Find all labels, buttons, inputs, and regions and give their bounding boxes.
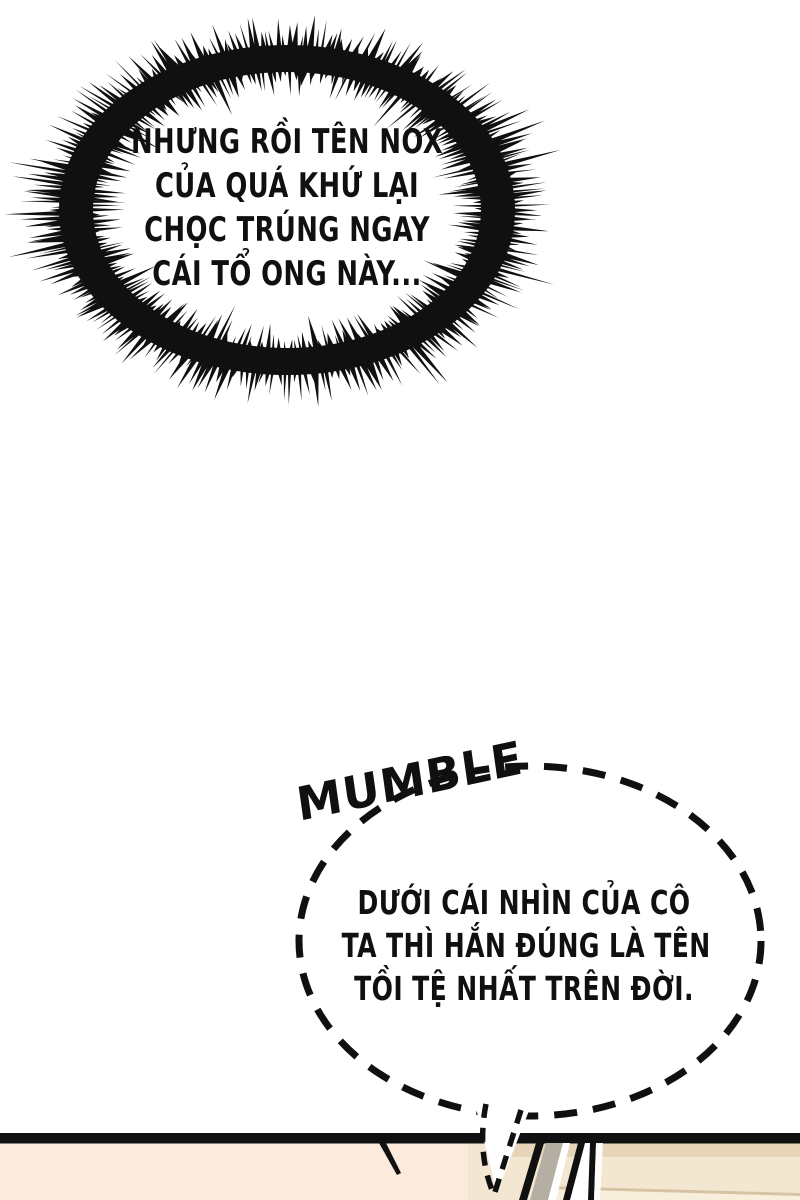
dialogue-line: TA THÌ HẮN ĐÚNG LÀ TÊN bbox=[341, 926, 711, 965]
dialogue-line: TỒI TỆ NHẤT TRÊN ĐỜI. bbox=[354, 969, 694, 1008]
burst-bubble-text bbox=[127, 120, 446, 296]
bottom-panel bbox=[0, 1133, 800, 1200]
dialogue-line: CÁI TỔ ONG NÀY... bbox=[152, 254, 422, 294]
dialogue-line: CHỌC TRÚNG NGAY bbox=[144, 210, 430, 250]
panel-border-bar bbox=[0, 1133, 800, 1144]
dialogue-line: DƯỚI CÁI NHÌN CỦA CÔ bbox=[357, 883, 691, 922]
whisper-bubble-text bbox=[341, 881, 711, 1010]
dialogue-line: NHƯNG RỒI TÊN NOX bbox=[130, 122, 444, 162]
dialogue-line: CỦA QUÁ KHỨ LẠI bbox=[154, 166, 420, 206]
mumble-sfx: MUMBLE bbox=[293, 730, 527, 832]
